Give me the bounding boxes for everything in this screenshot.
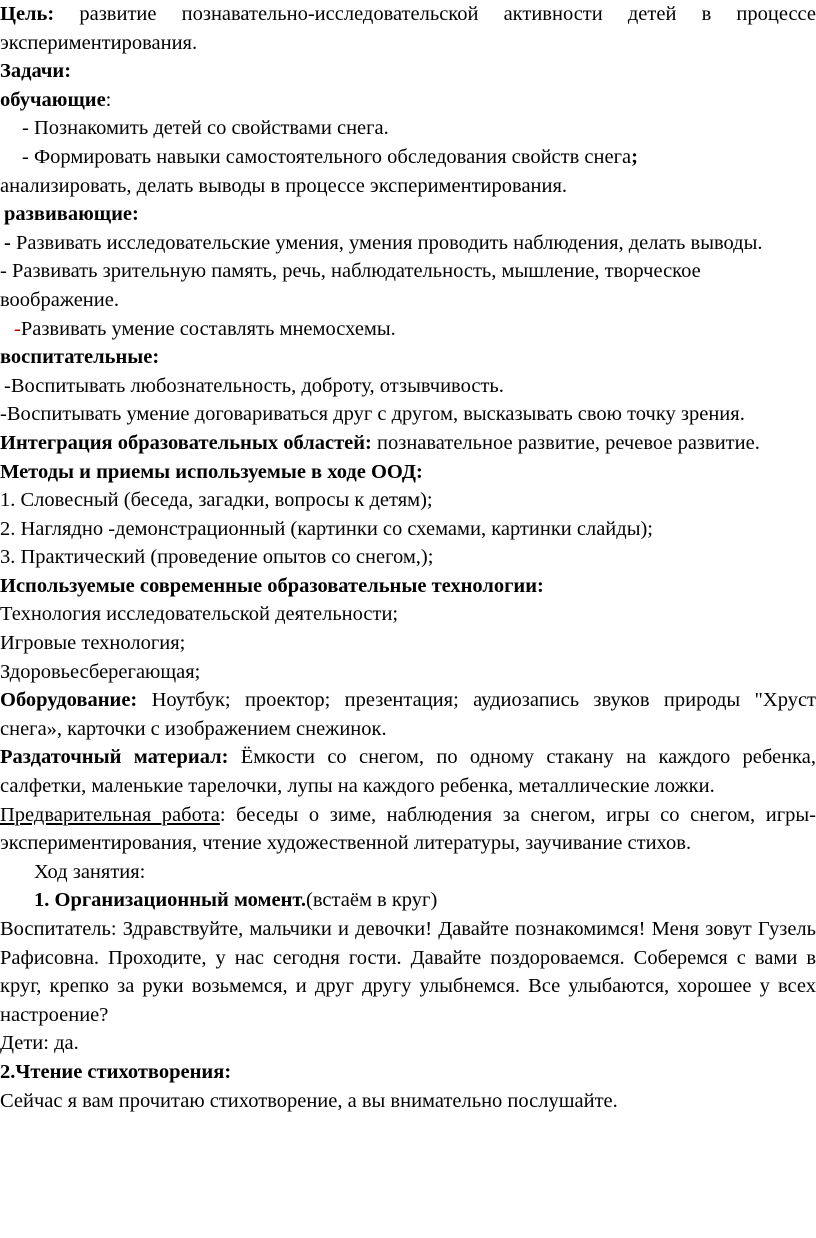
children-reply: Дети: да.	[0, 1032, 79, 1055]
methods-heading: Методы и приемы используемые в ходе ООД:	[0, 460, 423, 483]
goal-text: развитие познавательно-исследовательской активности детей в процессе экспериментирования.	[0, 3, 816, 54]
goal-paragraph	[0, 0, 816, 57]
step2-text: Сейчас я вам прочитаю стихотворение, а вы внимательно послушайте.	[0, 1089, 618, 1112]
goal-label: Цель:	[0, 3, 55, 25]
equipment-paragraph: Оборудование: Ноутбук; проектор; презентация; аудиозапись звуков природы "Хруст снега», карточки с изображением снежинок.	[0, 689, 816, 740]
step1-heading: 1. Организационный момент.(встаём в круг)	[34, 889, 438, 912]
developing-label: развивающие:	[4, 203, 139, 226]
teaching-item-2: - Формировать навыки самостоятельного обследования свойств снега;	[22, 145, 638, 168]
integration-paragraph: Интеграция образовательных областей: познавательное развитие, речевое развитие.	[0, 431, 760, 454]
tasks-heading: Задачи:	[0, 60, 72, 83]
handout-paragraph: Раздаточный материал: Ёмкости со снегом, по одному стакану на каждого ребенка, салфетки, маленькие тарелочки, лупы на каждого ребенка, металлические ложки.	[0, 746, 816, 798]
methods-item-2: 2. Наглядно -демонстрационный (картинки со схемами, картинки слайды);	[0, 517, 653, 540]
prework-label: Предварительная работа	[0, 803, 220, 826]
developing-item-2: - Развивать зрительную память, речь, наблюдательность, мышление, творческое воображение.	[0, 260, 701, 311]
teaching-label: обучающие:	[0, 88, 112, 111]
developing-item-3: -Развивать умение составлять мнемосхемы.	[14, 317, 396, 340]
technologies-heading: Используемые современные образовательные технологии:	[0, 574, 544, 597]
upbringing-item-2: -Воспитывать умение договариваться друг с другом, высказывать свою точку зрения.	[0, 403, 745, 426]
prework-paragraph: Предварительная работа: беседы о зиме, наблюдения за снегом, игры со снегом, игры-экспериментирования, чтение художественной литературы, заучивание стихов.	[0, 803, 816, 855]
technologies-item-1: Технология исследовательской деятельности;	[0, 603, 399, 626]
technologies-item-3: Здоровьесберегающая;	[0, 660, 201, 683]
methods-item-1: 1. Словесный (беседа, загадки, вопросы к детям);	[0, 489, 433, 512]
step2-heading: 2.Чтение стихотворения:	[0, 1060, 232, 1083]
integration-label: Интеграция образовательных областей:	[0, 431, 372, 454]
teaching-item-1: - Познакомить детей со свойствами снега.	[22, 117, 389, 140]
developing-item-1: - Развивать исследовательские умения, умения проводить наблюдения, делать выводы.	[4, 231, 763, 254]
handout-label: Раздаточный материал:	[0, 746, 229, 769]
lesson-course-heading: Ход занятия:	[34, 860, 146, 883]
upbringing-label: воспитательные:	[0, 346, 160, 369]
teacher-speech: Воспитатель: Здравствуйте, мальчики и девочки! Давайте познакомимся! Меня зовут Гузель Рафисовна. Проходите, у нас сегодня гости. Давайте поздороваемся. Соберемся с вами в круг, крепко за руки возьмемся, и друг другу улыбнемся. Все улыбаются, хорошее у всех настроение?	[0, 918, 816, 1026]
upbringing-item-1: -Воспитывать любознательность, доброту, отзывчивость.	[4, 374, 504, 397]
equipment-label: Оборудование:	[0, 689, 138, 712]
technologies-item-2: Игровые технология;	[0, 632, 186, 655]
teaching-item-2-cont: анализировать, делать выводы в процессе экспериментирования.	[0, 174, 568, 197]
methods-item-3: 3. Практический (проведение опытов со снегом,);	[0, 546, 434, 569]
